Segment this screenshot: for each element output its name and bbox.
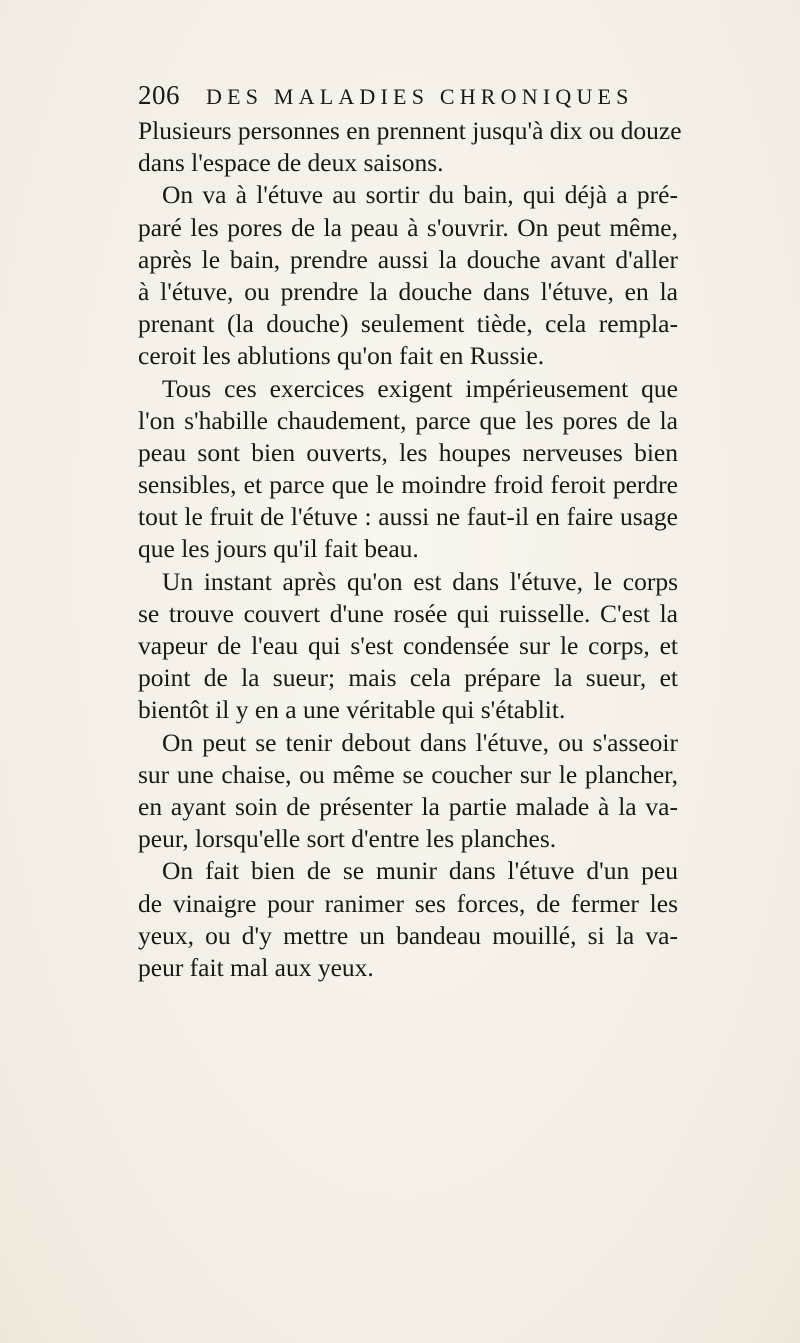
text-line: On va à l'étuve au sortir du bain, qui déjà a pré- — [162, 180, 678, 210]
text-line: Un instant après qu'on est dans l'étuve, le corps — [162, 566, 678, 596]
text-line: prenant (la douche) seulement tiède, cela rempla- — [138, 309, 678, 339]
running-head — [138, 80, 678, 114]
text-line: Tous ces exercices exigent impérieusement que — [162, 373, 678, 403]
text-line: yeux, ou d'y mettre un bandeau mouillé, si la va- — [138, 920, 678, 950]
text-line: de vinaigre pour ranimer ses forces, de fermer les — [138, 888, 678, 918]
text-line: bientôt il y en a une véritable qui s'établit. — [138, 695, 566, 725]
text-line: vapeur de l'eau qui s'est condensée sur le corps, et — [138, 631, 678, 660]
text-line: ceroit les ablutions qu'on fait en Russie. — [138, 341, 545, 371]
text-line: l'on s'habille chaudement, parce que les pores de la — [138, 405, 678, 435]
text-line: tout le fruit de l'étuve : aussi ne faut-il en faire usage — [138, 502, 678, 532]
text-line: peur fait mal aux yeux. — [138, 952, 374, 982]
text-line: à l'étuve, ou prendre la douche dans l'étuve, en la — [138, 276, 678, 306]
text-line: se trouve couvert d'une rosée qui ruisselle. C'est la — [138, 598, 678, 628]
text-line: On peut se tenir debout dans l'étuve, ou s'asseoir — [162, 727, 678, 757]
text-line: après le bain, prendre aussi la douche avant d'aller — [138, 244, 678, 274]
text-line: en ayant soin de présenter la partie malade à la va- — [138, 791, 678, 821]
text-line: point de la sueur; mais cela prépare la sueur, et — [138, 663, 678, 693]
text-line: paré les pores de la peau à s'ouvrir. On peut même, — [138, 212, 678, 242]
text-line: peau sont bien ouverts, les houpes nerveuses bien — [138, 437, 678, 467]
text-line: peur, lorsqu'elle sort d'entre les planches. — [138, 824, 557, 854]
text-line: Plusieurs personnes en prennent jusqu'à dix ou douze — [138, 116, 682, 145]
text-line: que les jours qu'il fait beau. — [138, 534, 419, 564]
page-number: 206 — [138, 80, 180, 110]
text-line: dans l'espace de deux saisons. — [138, 148, 444, 178]
running-title: DES MALADIES CHRONIQUES — [206, 84, 634, 109]
text-line: sur une chaise, ou même se coucher sur le plancher, — [138, 759, 678, 789]
text-line: On fait bien de se munir dans l'étuve d'un peu — [162, 856, 678, 886]
text-line: sensibles, et parce que le moindre froid feroit perdre — [138, 470, 678, 500]
body-text — [138, 115, 682, 984]
